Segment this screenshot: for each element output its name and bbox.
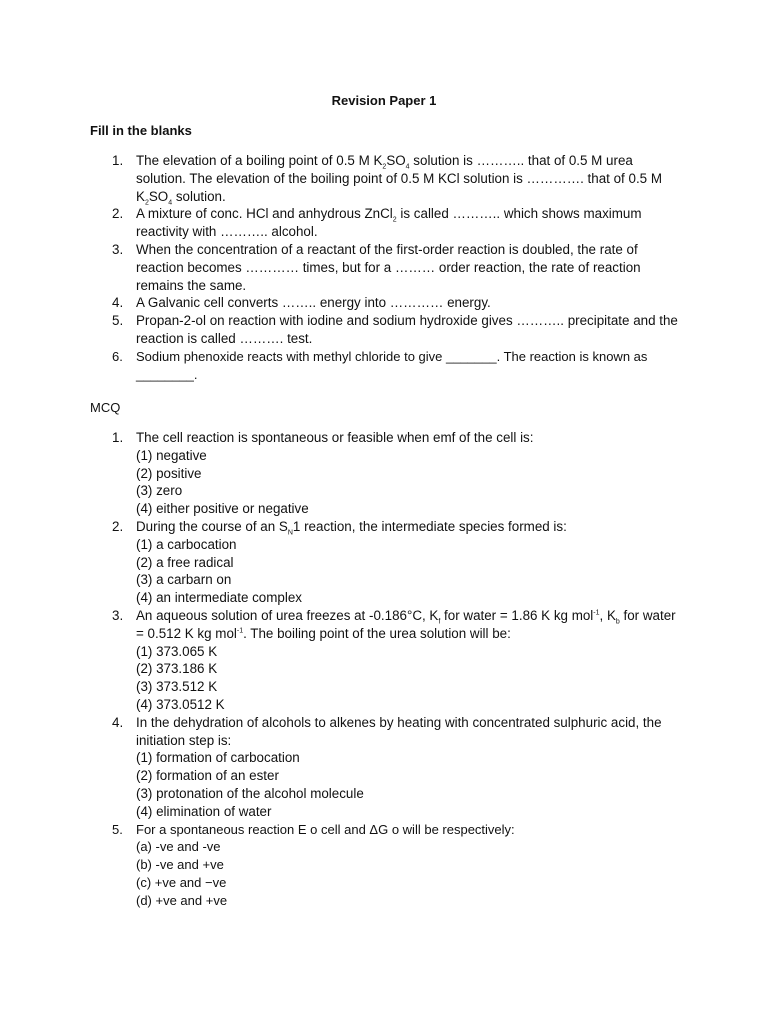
answer-option: (3) 373.512 K [136,679,218,695]
item-number: 4. [112,714,124,730]
mcq-list [0,429,768,910]
answer-option: (1) a carbocation [136,536,237,552]
question-item [0,429,681,518]
answer-option: (2) formation of an ester [136,768,279,784]
answer-option: (d) +ve and +ve [136,892,228,908]
list-item: 1. The elevation of a boiling point of 0.5 M $K_2SO_4$ solution is ……….. that of 0.5 M urea solution. The elevation of the boiling point of 0.5 M KCl solution is …………. that of 0.5 M $K_2SO_4$ solution. [112,153,662,207]
answer-option: (3) protonation of the alcohol molecule [136,785,364,801]
answer-option: (4) elimination of water [136,803,272,819]
question-text: For a spontaneous reaction E o cell and ΔG o will be respectively: [136,821,515,837]
answer-option: (b) -ve and +ve [136,857,224,873]
answer-option: (1) formation of carbocation [136,750,300,766]
answer-option: (4) either positive or negative [136,501,309,517]
answer-option: (1) 373.065 K [136,643,218,659]
item-number: 5. [112,821,123,837]
answer-option: (2) 373.186 K [136,661,218,677]
answer-option: (3) zero [136,483,183,499]
item-number: 6. [112,348,123,364]
list-item [0,241,681,294]
item-number: 1. [112,153,124,168]
question-text: The cell reaction is spontaneous or feasible when emf of the cell is: [136,430,534,445]
question-item: 2. During the course of an $S_N1$ reaction, the intermediate species formed is: (1) a carbocation (2) a free radical (3) a carbarn on (4) an intermediate complex [0,518,681,607]
list-item [0,312,681,348]
item-text: A Galvanic cell converts …….. energy into ………… energy. [136,295,491,311]
answer-option: (4) 373.0512 K [136,696,225,712]
item-number: 2. [112,518,124,534]
question-item: 3. An aqueous solution of urea freezes at -0.186°C, $K_f$ for water = 1.86 K kg mol$^{-1}$, $K_b$ for water = 0.512 K kg mol$^{-1}$. The boiling point of the urea solution will be: (1) 373.065 K (2) 373.186 K (3) 373.512 K (4) 373.0512 K [0,607,681,714]
answer-option: (2) positive [136,465,202,481]
section-heading-fill-blanks: Fill in the blanks [90,123,192,138]
fill-blanks-list [0,152,768,383]
answer-option: (c) +ve and −ve [136,874,227,890]
item-number: 2. [112,206,124,222]
list-item: 2. A mixture of conc. HCl and anhydrous ZnCl$_2$ is called ……….. which shows maximum reactivity with ……….. alcohol. [112,206,642,240]
list-item [0,348,681,384]
item-text: Sodium phenoxide reacts with methyl chloride to give _______. The reaction is known as ________. [136,348,648,382]
item-number: 5. [112,313,124,329]
question-item [0,714,681,821]
item-number: 1. [112,430,124,445]
item-number: 3. [112,607,124,623]
answer-option: (2) a free radical [136,554,234,570]
item-number: 3. [112,241,124,257]
question-item [0,821,681,910]
section-heading-mcq: MCQ [90,400,121,415]
answer-option: (1) negative [136,447,207,463]
answer-option: (3) a carbarn on [136,572,232,588]
list-item [0,294,681,312]
answer-option: (4) an intermediate complex [136,590,302,606]
answer-option: (a) -ve and -ve [136,839,221,855]
question-text: In the dehydration of alcohols to alkenes by heating with concentrated sulphuric acid, the initiation step is: [136,714,662,748]
page-title: Revision Paper 1 [331,93,437,108]
item-text: Propan-2-ol on reaction with iodine and sodium hydroxide gives ……….. precipitate and the reaction is called ………. test. [136,313,678,346]
item-text: When the concentration of a reactant of the first-order reaction is doubled, the rate of reaction becomes ………… times, but for a ……… order reaction, the rate of reaction remains the same. [136,241,641,293]
item-number: 4. [112,295,124,311]
